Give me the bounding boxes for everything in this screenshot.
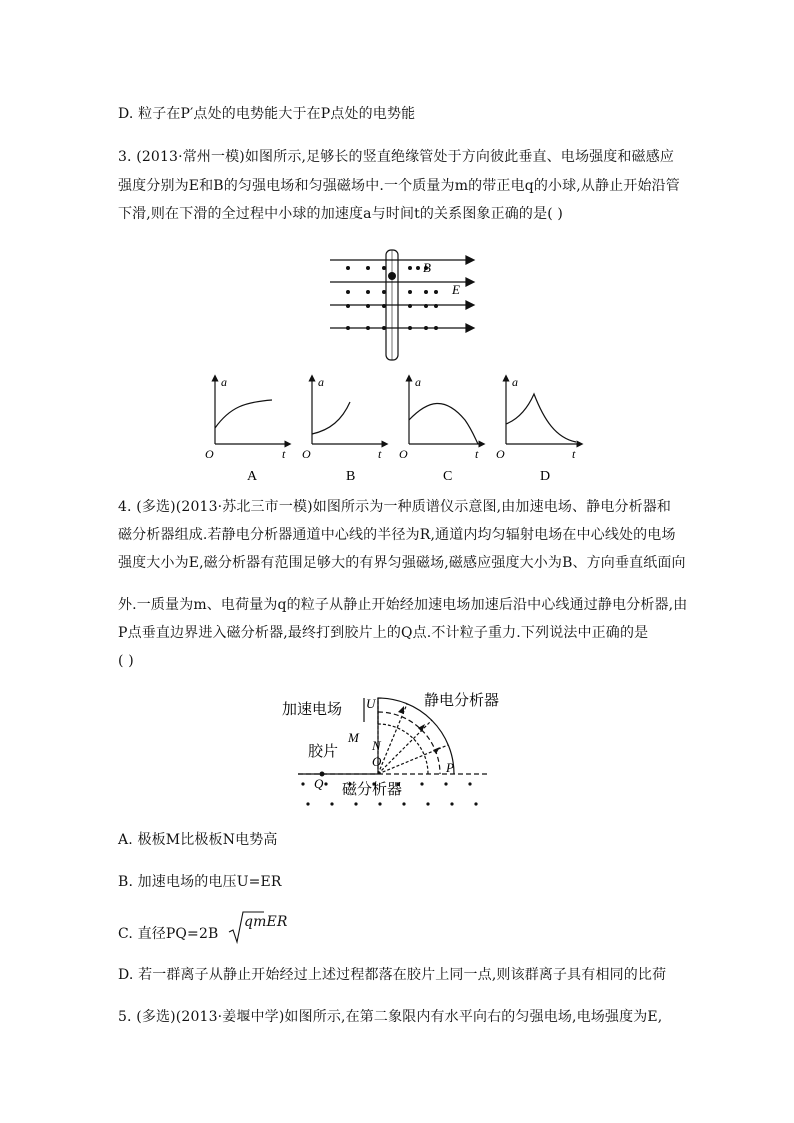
question-3-line-3: 下滑,则在下滑的全过程中小球的加速度a与时间t的关系图象正确的是( ) xyxy=(118,206,564,222)
origin-label: O xyxy=(399,447,408,461)
origin-label: O xyxy=(205,447,214,461)
question-4-line-4: 外.一质量为m、电荷量为q的粒子从静止开始经加速电场加速后沿中心线通过静电分析器,由 xyxy=(118,597,688,613)
axis-t-label: t xyxy=(475,447,479,461)
axis-a-label: a xyxy=(512,375,518,389)
label-p: P xyxy=(446,760,454,775)
axis-a-label: a xyxy=(415,375,421,389)
caption-b: B xyxy=(346,469,356,484)
option-b: B. 加速电场的电压U=ER xyxy=(118,874,282,890)
axis-t-label: t xyxy=(378,447,382,461)
caption-d: D xyxy=(540,469,551,484)
label-q: Q xyxy=(314,776,324,791)
sqrt-radicand: qmER xyxy=(244,914,288,930)
figure-mass-spectrometer xyxy=(278,684,518,810)
caption-a: A xyxy=(247,469,258,484)
label-electrostatic-analyzer: 静电分析器 xyxy=(424,693,500,709)
label-b: B xyxy=(423,260,431,275)
caption-c: C xyxy=(443,469,453,484)
label-o: O xyxy=(372,754,382,769)
option-d: D. 若一群离子从静止开始经过上述过程都落在胶片上同一点,则该群离子具有相同的比荷 xyxy=(118,967,667,983)
axis-a-label: a xyxy=(318,375,324,389)
option-c: C. 直径PQ=2B xyxy=(118,926,219,942)
axis-t-label: t xyxy=(282,447,286,461)
origin-label: O xyxy=(302,447,311,461)
figure-tube-fields xyxy=(320,248,480,363)
label-e: E xyxy=(452,282,460,297)
question-5-line-1: 5. (多选)(2013·姜堰中学)如图所示,在第二象限内有水平向右的匀强电场,电场强度为E, xyxy=(118,1009,663,1025)
question-3-line-1: 3. (2013·常州一模)如图所示,足够长的竖直绝缘管处于方向彼此垂直、电场强度和磁感应 xyxy=(118,149,675,165)
label-film: 胶片 xyxy=(308,744,339,760)
question-4-line-1: 4. (多选)(2013·苏北三市一模)如图所示为一种质谱仪示意图,由加速电场、静电分析器和 xyxy=(118,499,672,515)
option-a: A. 极板M比极板N电势高 xyxy=(118,832,278,848)
label-n: N xyxy=(372,738,381,753)
label-accel-field: 加速电场 xyxy=(282,702,343,718)
axis-t-label: t xyxy=(572,447,576,461)
question-4-line-6: ( ) xyxy=(118,653,134,669)
question-3-line-2: 强度分别为E和B的匀强电场和匀强磁场中.一个质量为m的带正电q的小球,从静止开始沿管 xyxy=(118,178,680,194)
ball-icon xyxy=(388,272,396,280)
question-4-line-3: 强度大小为E,磁分析器有范围足够大的有界匀强磁场,磁感应强度大小为B、方向垂直纸面向 xyxy=(118,555,686,571)
label-magnetic-analyzer: 磁分析器 xyxy=(342,782,403,798)
question-4-line-5: P点垂直边界进入磁分析器,最终打到胶片上的Q点.不计粒子重力.下列说法中正确的是 xyxy=(118,625,649,641)
label-u: U xyxy=(366,696,376,711)
option-d-prev: D. 粒子在P′点处的电势能大于在P点处的电势能 xyxy=(118,106,416,122)
origin-label: O xyxy=(496,447,505,461)
label-m: M xyxy=(348,730,359,745)
figure-at-graphs xyxy=(200,372,590,484)
question-4-line-2: 磁分析器组成.若静电分析器通道中心线的半径为R,通道内均匀辐射电场在中心线处的电场 xyxy=(118,527,676,543)
axis-a-label: a xyxy=(221,375,227,389)
